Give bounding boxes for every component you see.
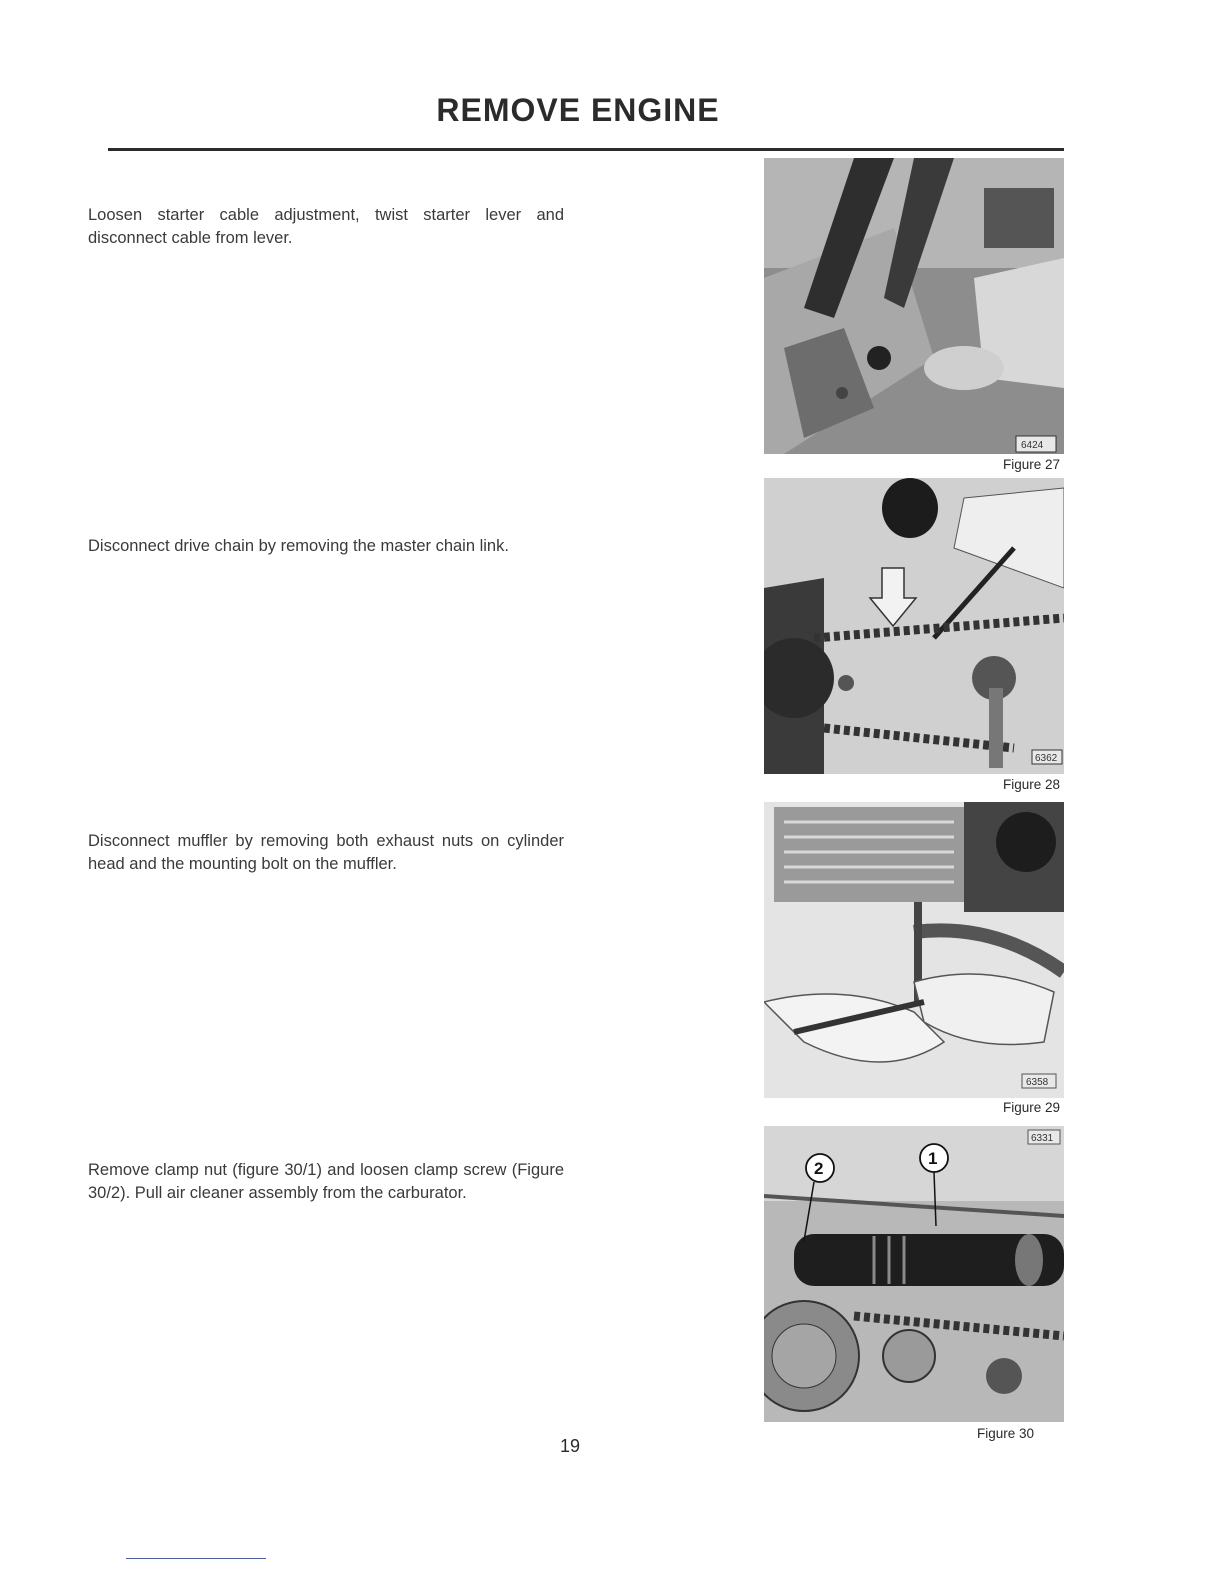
figure-27-stamp: 6424	[1021, 440, 1044, 451]
callout-2-label: 2	[814, 1159, 824, 1178]
page-title: REMOVE ENGINE	[436, 92, 720, 128]
page-number: 19	[559, 1436, 581, 1456]
footer-line	[126, 1558, 266, 1559]
figure-30-caption: Figure 30	[976, 1426, 1034, 1441]
figure-30-photo	[764, 1126, 1064, 1422]
callout-1-label: 1	[928, 1149, 938, 1168]
figure-29-stamp: 6358	[1026, 1077, 1049, 1088]
figure-28-caption: Figure 28	[1002, 777, 1060, 792]
title-rule	[108, 148, 1064, 151]
paragraph-starter-cable: Loosen starter cable adjustment, twist starter lever and disconnect cable from lever.	[88, 206, 564, 247]
paragraph-drive-chain: Disconnect drive chain by removing the master chain link.	[88, 537, 509, 555]
figure-28-photo	[764, 478, 1064, 774]
figure-30-stamp: 6331	[1031, 1133, 1054, 1144]
figure-28-stamp: 6362	[1035, 753, 1058, 764]
figure-29-caption: Figure 29	[1002, 1100, 1060, 1115]
figure-27-photo	[764, 158, 1064, 454]
figure-29-photo	[764, 802, 1064, 1098]
paragraph-air-cleaner: Remove clamp nut (figure 30/1) and loosen clamp screw (Figure 30/2). Pull air cleaner assembly from the carburator.	[88, 1161, 564, 1202]
figure-27-caption: Figure 27	[1002, 457, 1060, 472]
paragraph-muffler: Disconnect muffler by removing both exhaust nuts on cylinder head and the mounting bolt on the muffler.	[88, 832, 564, 873]
